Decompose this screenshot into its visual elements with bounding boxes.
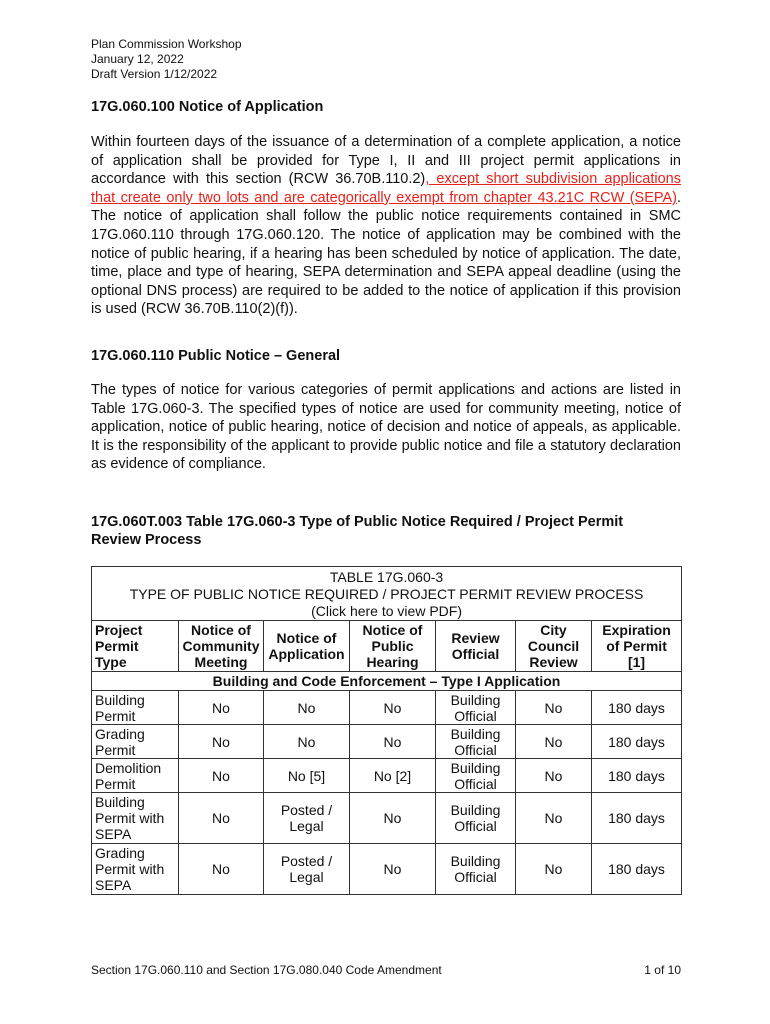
table-row [92, 793, 682, 844]
column-header-line: City [540, 622, 567, 638]
column-header-line: Community [182, 638, 260, 654]
section-heading-public-notice: 17G.060.110 Public Notice – General [91, 348, 341, 364]
column-header-line: Application [268, 646, 345, 662]
cell-city-council-review: No [516, 759, 592, 793]
cell-public-hearing: No [350, 844, 436, 895]
cell-public-hearing: No [350, 725, 436, 759]
notice-table [91, 566, 682, 895]
column-header-notice-of-public-hearing [350, 621, 436, 672]
column-header-review-official [436, 621, 516, 672]
cell-review-official [436, 844, 516, 895]
column-header-line: Official [451, 646, 500, 662]
cell-notice-of-application [264, 793, 350, 844]
cell-community-meeting: No [179, 691, 264, 725]
table-section-heading: Building and Code Enforcement – Type I Application [92, 672, 682, 691]
cell-review-official-line: Official [454, 707, 497, 724]
cell-community-meeting: No [179, 844, 264, 895]
section-paragraph-public-notice: The types of notice for various categories of permit applications and actions are listed in Table 17G.060-3. The specified types of notice are used for community meeting, notice of application, notice of public hearing, notice of decision and notice of appeals, as applicable. It is the responsibility of the applicant to provide public notice and file a statutory declaration as evidence of compliance. [91, 382, 681, 473]
column-header-line: Council [527, 638, 580, 654]
cell-expiration: 180 days [592, 793, 682, 844]
cell-city-council-review: No [516, 793, 592, 844]
cell-permit-type [92, 793, 179, 844]
cell-review-official-line: Building [450, 691, 501, 708]
cell-city-council-review: No [516, 725, 592, 759]
table-heading-line-2: Review Process [91, 532, 202, 548]
cell-permit-type-line: Permit [95, 707, 136, 724]
cell-review-official-line: Building [450, 759, 501, 776]
cell-review-official-line: Official [454, 869, 497, 885]
column-header-line: Permit [95, 638, 139, 654]
header-line-1: Plan Commission Workshop [91, 37, 242, 51]
cell-review-official-line: Official [454, 775, 497, 792]
cell-review-official [436, 759, 516, 793]
cell-review-official-line: Official [454, 741, 497, 758]
column-header-line: Hearing [366, 654, 419, 670]
cell-notice-of-application-line: Legal [289, 869, 324, 885]
table-header-row [92, 621, 682, 672]
cell-public-hearing: No [2] [350, 759, 436, 793]
column-header-project-permit-type [92, 621, 179, 672]
cell-permit-type-line: Demolition [95, 759, 162, 776]
document-header [91, 37, 242, 82]
cell-review-official [436, 793, 516, 844]
cell-city-council-review: No [516, 844, 592, 895]
header-line-3: Draft Version 1/12/2022 [91, 67, 218, 81]
cell-permit-type [92, 725, 179, 759]
cell-notice-of-application-line: Posted / [280, 853, 333, 869]
cell-permit-type [92, 759, 179, 793]
paragraph-text: Within fourteen days of the issuance of a determination of a complete application, a notice of application shall be provided for Type I, II and III project permit applications in accordance with this section (RCW 36.70B.110.2) [91, 134, 681, 188]
cell-notice-of-application-line: Posted / [280, 802, 333, 818]
section-heading-notice-of-application: 17G.060.100 Notice of Application [91, 99, 324, 115]
cell-review-official-line: Building [450, 725, 501, 742]
cell-community-meeting: No [179, 793, 264, 844]
cell-permit-type-line: Grading [95, 845, 145, 861]
column-header-line: [1] [627, 654, 646, 670]
table-caption [92, 567, 682, 621]
cell-expiration: 180 days [592, 691, 682, 725]
cell-permit-type-line: Grading [95, 725, 145, 742]
column-header-expiration-of-permit [592, 621, 682, 672]
cell-permit-type-line: Permit [95, 741, 136, 758]
cell-public-hearing: No [350, 691, 436, 725]
column-header-line: Notice of [191, 622, 251, 638]
column-header-line: Expiration [602, 622, 671, 638]
table-heading-line-1: 17G.060T.003 Table 17G.060-3 Type of Public Notice Required / Project Permit [91, 514, 624, 530]
table-caption-subtitle: TYPE OF PUBLIC NOTICE REQUIRED / PROJECT PERMIT REVIEW PROCESS [129, 586, 644, 602]
cell-notice-of-application [264, 844, 350, 895]
section-heading-table [91, 513, 681, 549]
page-number: 1 of 10 [644, 963, 681, 977]
column-header-line: Notice of [362, 622, 423, 638]
cell-permit-type-line: SEPA [95, 826, 132, 842]
cell-expiration: 180 days [592, 844, 682, 895]
cell-notice-of-application-line: No [5] [287, 767, 326, 784]
cell-permit-type-line: SEPA [95, 877, 132, 893]
cell-public-hearing: No [350, 793, 436, 844]
cell-notice-of-application [264, 691, 350, 725]
amendment-text: , except short subdivision applications that create only two lots and are categorically exempt from chapter 43.21C RCW (SEPA) [91, 171, 681, 206]
cell-permit-type-line: Permit with [95, 810, 165, 826]
cell-permit-type [92, 691, 179, 725]
cell-community-meeting: No [179, 759, 264, 793]
column-header-line: Type [95, 654, 127, 670]
cell-permit-type-line: Building [95, 794, 145, 810]
table-row [92, 725, 682, 759]
cell-notice-of-application [264, 759, 350, 793]
cell-permit-type [92, 844, 179, 895]
cell-review-official [436, 691, 516, 725]
cell-expiration: 180 days [592, 725, 682, 759]
view-pdf-link[interactable]: (Click here to view PDF) [311, 603, 462, 619]
table-row [92, 844, 682, 895]
column-header-line: Public [371, 638, 414, 654]
table-row [92, 691, 682, 725]
cell-notice-of-application [264, 725, 350, 759]
cell-notice-of-application-line: No [297, 733, 316, 750]
paragraph-text: . The notice of application shall follow the public notice requirements contained in SMC 17G.060.110 through 17G.060.120. The notice of application may be combined with the notice of public hearing, if a hearing has been scheduled by notice of application. The date, time, place and type of hearing, SEPA determination and SEPA appeal deadline (using the optional DNS process) are required to be added to the notice of application if this provision is used (RCW 36.70B.110(2)(f)). [91, 189, 681, 318]
column-header-line: Review [529, 654, 578, 670]
cell-notice-of-application-line: No [297, 699, 316, 716]
column-header-line: Project [95, 622, 143, 638]
cell-notice-of-application-line: Legal [289, 818, 324, 834]
cell-review-official [436, 725, 516, 759]
cell-city-council-review: No [516, 691, 592, 725]
cell-review-official-line: Building [450, 853, 501, 869]
column-header-notice-of-application [264, 621, 350, 672]
cell-permit-type-line: Permit with [95, 861, 165, 877]
header-line-2: January 12, 2022 [91, 52, 184, 66]
cell-review-official-line: Official [454, 818, 497, 834]
cell-expiration: 180 days [592, 759, 682, 793]
table-caption-title: TABLE 17G.060-3 [329, 569, 444, 585]
table-row [92, 759, 682, 793]
section-paragraph-notice-of-application [91, 133, 681, 319]
cell-permit-type-line: Permit [95, 775, 136, 792]
column-header-line: Notice of [276, 630, 337, 646]
footer-section-label: Section 17G.060.110 and Section 17G.080.040 Code Amendment [91, 963, 442, 977]
column-header-city-council-review [516, 621, 592, 672]
column-header-line: Review [451, 630, 500, 646]
cell-community-meeting: No [179, 725, 264, 759]
column-header-line: of Permit [606, 638, 667, 654]
column-header-notice-of-community-meeting [179, 621, 264, 672]
cell-review-official-line: Building [450, 802, 501, 818]
cell-permit-type-line: Building [95, 691, 145, 708]
column-header-line: Meeting [194, 654, 248, 670]
